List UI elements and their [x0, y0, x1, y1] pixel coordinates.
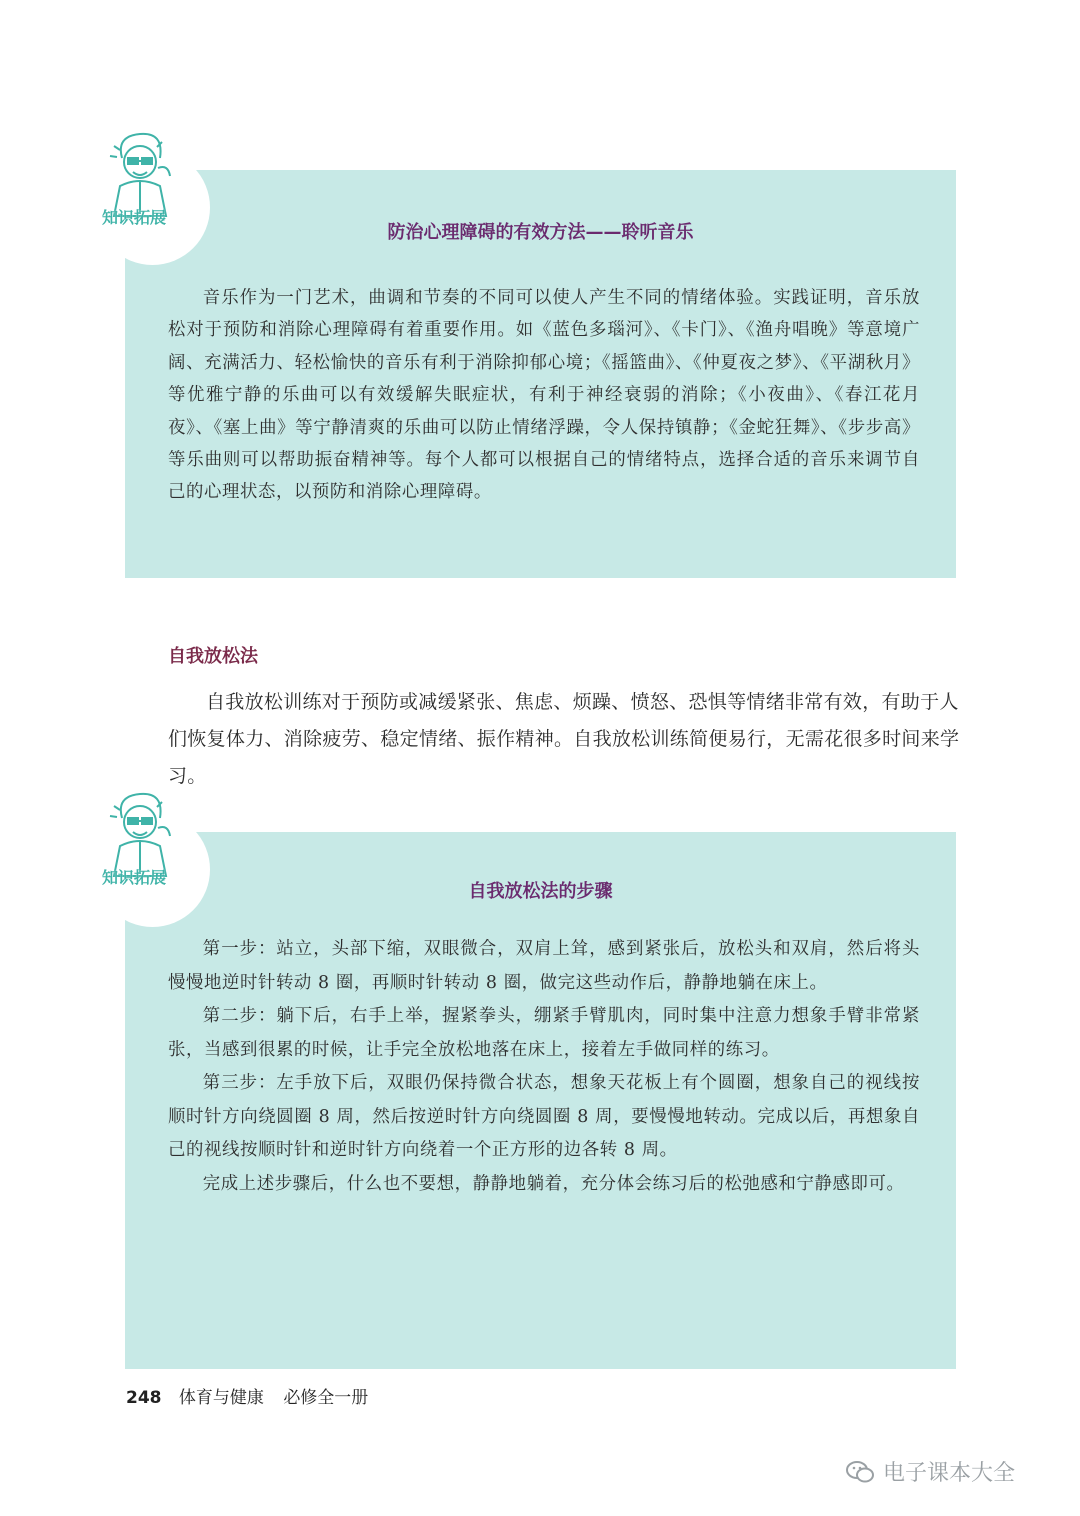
paragraph: 第二步：躺下后，右手上举，握紧拳头，绷紧手臂肌肉，同时集中注意力想象手臂非常紧张，当感到很累的时候，让手完全放松地落在床上，接着左手做同样的练习。 — [168, 1006, 920, 1060]
book-title: 体育与健康 — [178, 1388, 264, 1408]
section-body — [168, 684, 960, 795]
page-number: 248 — [126, 1388, 162, 1408]
box-body — [168, 933, 920, 1201]
paragraph: 第三步：左手放下后，双眼仍保持微合状态，想象天花板上有个圆圈，想象自己的视线按顺时针方向绕圆圈 8 周，然后按逆时针方向绕圆圈 8 周，要慢慢地转动。完成以后，再想象自己的视线按顺时针和逆时针方向绕着一个正方形的边各转 8 周。 — [168, 1073, 920, 1160]
section-heading: 自我放松法 — [168, 646, 258, 667]
page-footer — [126, 1383, 368, 1408]
wechat-icon — [845, 1459, 875, 1485]
box-body — [168, 282, 920, 509]
watermark-text: 电子课本大全 — [883, 1461, 1016, 1486]
paragraph: 第一步：站立，头部下缩，双眼微合，双肩上耸，感到紧张后，放松头和双肩，然后将头慢慢地逆时针转动 8 圈，再顺时针转动 8 圈，做完这些动作后，静静地躺在床上。 — [168, 939, 920, 993]
watermark — [845, 1456, 1015, 1487]
knowledge-badge: 知识拓展 — [102, 208, 167, 227]
paragraph: 完成上述步骤后，什么也不要想，静静地躺着，充分体会练习后的松弛感和宁静感即可。 — [202, 1173, 905, 1194]
book-volume: 必修全一册 — [283, 1388, 369, 1408]
knowledge-badge: 知识拓展 — [102, 868, 167, 887]
paragraph: 自我放松训练对于预防或减缓紧张、焦虑、烦躁、愤怒、恐惧等情绪非常有效，有助于人们恢复体力、消除疲劳、稳定情绪、振作精神。自我放松训练简便易行，无需花很多时间来学习。 — [168, 691, 960, 787]
box-title: 防治心理障碍的有效方法——聆听音乐 — [387, 222, 694, 243]
paragraph: 音乐作为一门艺术，曲调和节奏的不同可以使人产生不同的情绪体验。实践证明，音乐放松对于预防和消除心理障碍有着重要作用。如《蓝色多瑙河》、《卡门》、《渔舟唱晚》等意境广阔、充满活力、轻松愉快的音乐有利于消除抑郁心境；《摇篮曲》、《仲夏夜之梦》、《平湖秋月》等优雅宁静的乐曲可以有效缓解失眠症状，有利于神经衰弱的消除；《小夜曲》、《春江花月夜》、《塞上曲》等宁静清爽的乐曲可以防止情绪浮躁，令人保持镇静；《金蛇狂舞》、《步步高》等乐曲则可以帮助振奋精神等。每个人都可以根据自己的情绪特点，选择合适的音乐来调节自己的心理状态，以预防和消除心理障碍。 — [168, 288, 920, 503]
box-title: 自我放松法的步骤 — [468, 881, 613, 902]
